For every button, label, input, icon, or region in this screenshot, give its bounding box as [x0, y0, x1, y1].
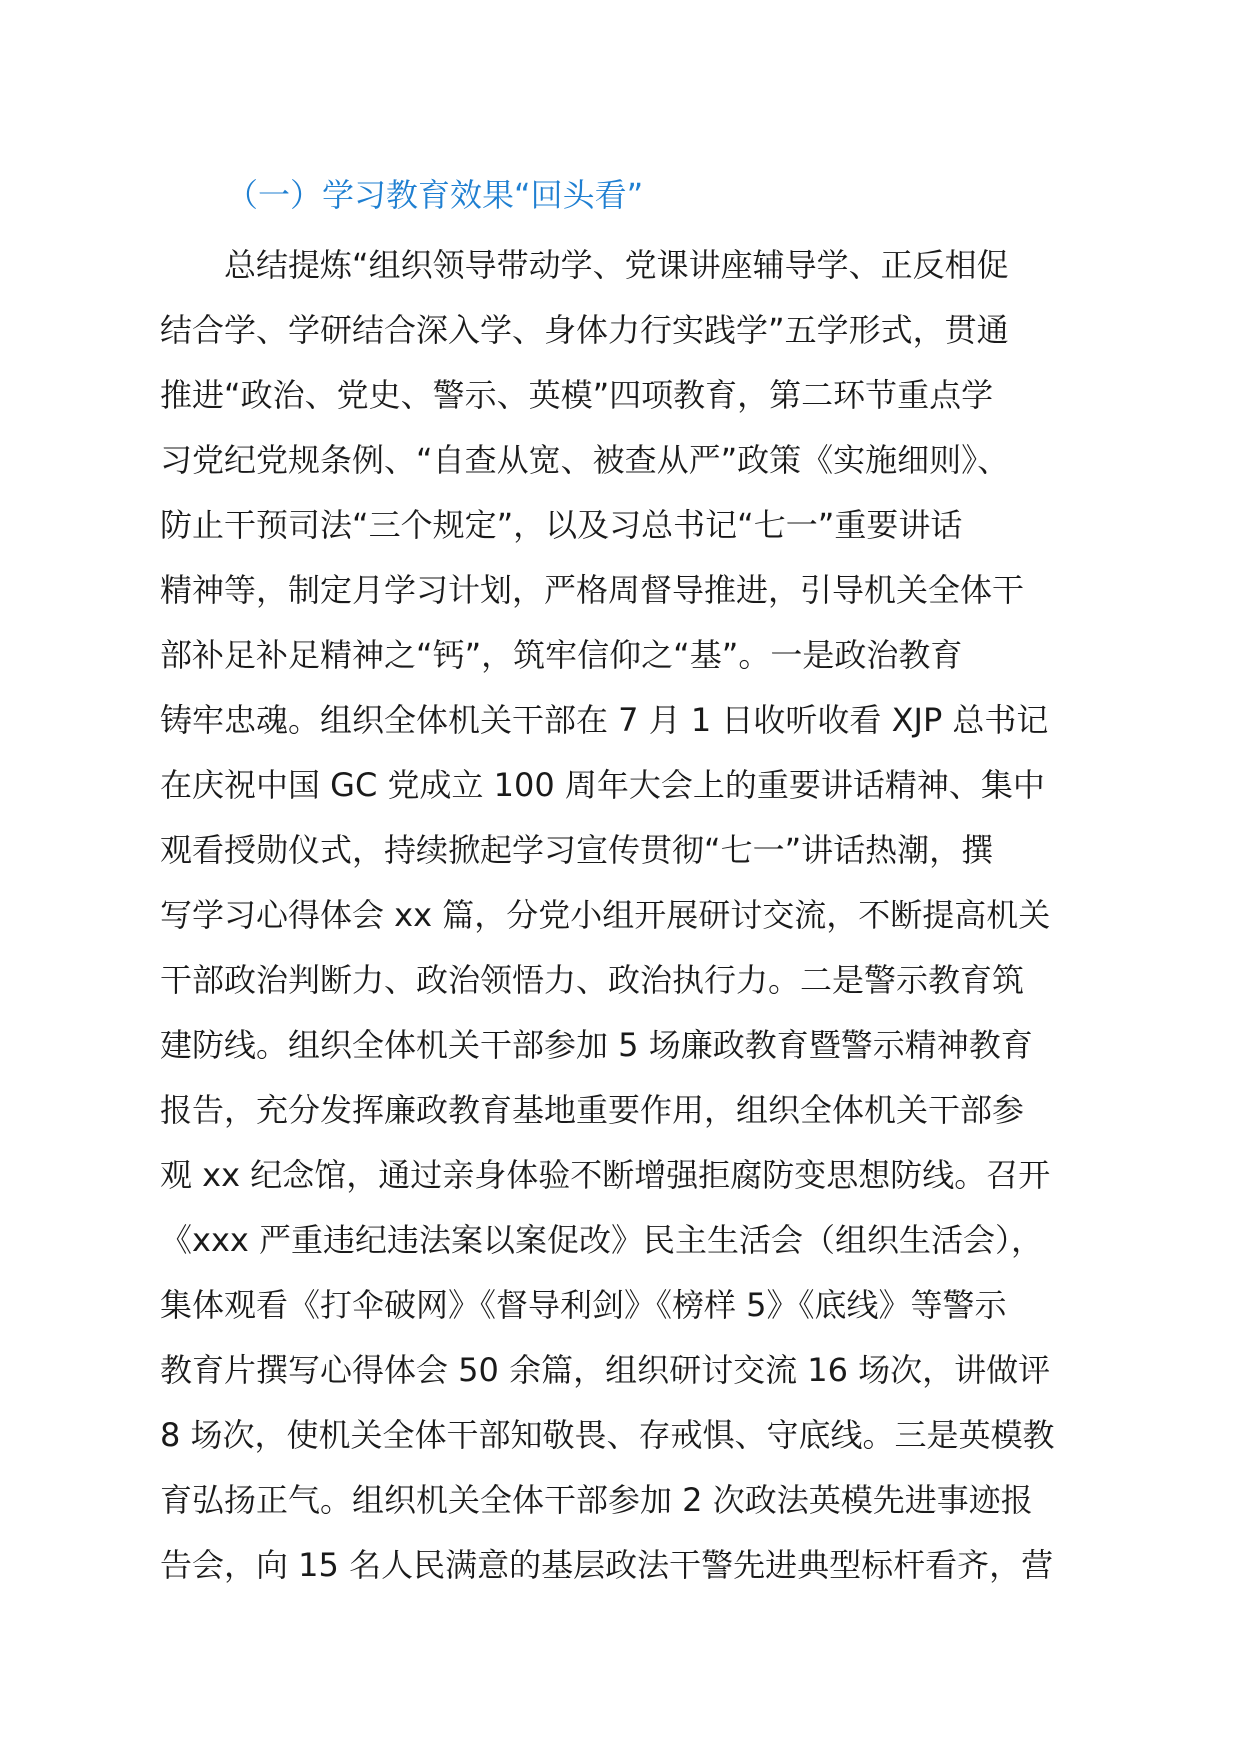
paragraph-line: 结合学、学研结合深入学、身体力行实践学”五学形式，贯通 — [160, 311, 1009, 349]
paragraph-line: 观看授勋仪式，持续掀起学习宣传贯彻“七一”讲话热潮，撰 — [160, 831, 994, 869]
paragraph-line: 告会，向 15 名人民满意的基层政法干警先进典型标杆看齐，营 — [160, 1546, 1054, 1584]
paragraph-line: 育弘扬正气。组织机关全体干部参加 2 次政法英模先进事迹报 — [160, 1481, 1033, 1519]
paragraph-line: 建防线。组织全体机关干部参加 5 场廉政教育暨警示精神教育 — [160, 1026, 1033, 1064]
paragraph-line: 铸牢忠魂。组织全体机关干部在 7 月 1 日收听收看 XJP 总书记 — [160, 701, 1049, 739]
paragraph-line: 推进“政治、党史、警示、英模”四项教育，第二环节重点学 — [160, 376, 994, 414]
paragraph-line: 部补足补足精神之“钙”，筑牢信仰之“基”。一是政治教育 — [160, 636, 963, 674]
paragraph-line: 在庆祝中国 GC 党成立 100 周年大会上的重要讲话精神、集中 — [160, 766, 1045, 804]
paragraph-line: 防止干预司法“三个规定”，以及习总书记“七一”重要讲话 — [160, 506, 963, 544]
paragraph-line: 精神等，制定月学习计划，严格周督导推进，引导机关全体干 — [160, 571, 1025, 609]
section-heading: （一）学习教育效果“回头看” — [226, 176, 644, 214]
paragraph-line: 教育片撰写心得体会 50 余篇，组织研讨交流 16 场次，讲做评 — [160, 1351, 1051, 1389]
paragraph-line: 观 xx 纪念馆，通过亲身体验不断增强拒腐防变思想防线。召开 — [160, 1156, 1051, 1194]
body-paragraph — [160, 233, 1120, 1598]
paragraph-line: 8 场次，使机关全体干部知敬畏、存戒惧、守底线。三是英模教 — [160, 1416, 1055, 1454]
paragraph-line: 习党纪党规条例、“自查从宽、被查从严”政策《实施细则》、 — [160, 441, 1010, 479]
paragraph-line: 《xxx 严重违纪违法案以案促改》民主生活会（组织生活会）， — [160, 1221, 1043, 1259]
paragraph-line: 干部政治判断力、政治领悟力、政治执行力。二是警示教育筑 — [160, 961, 1025, 999]
paragraph-line: 报告，充分发挥廉政教育基地重要作用，组织全体机关干部参 — [160, 1091, 1025, 1129]
paragraph-line: 总结提炼“组织领导带动学、党课讲座辅导学、正反相促 — [224, 246, 1009, 284]
paragraph-line: 写学习心得体会 xx 篇，分党小组开展研讨交流，不断提高机关 — [160, 896, 1051, 934]
paragraph-line: 集体观看《打伞破网》《督导利剑》《榜样 5》《底线》等警示 — [160, 1286, 1007, 1324]
